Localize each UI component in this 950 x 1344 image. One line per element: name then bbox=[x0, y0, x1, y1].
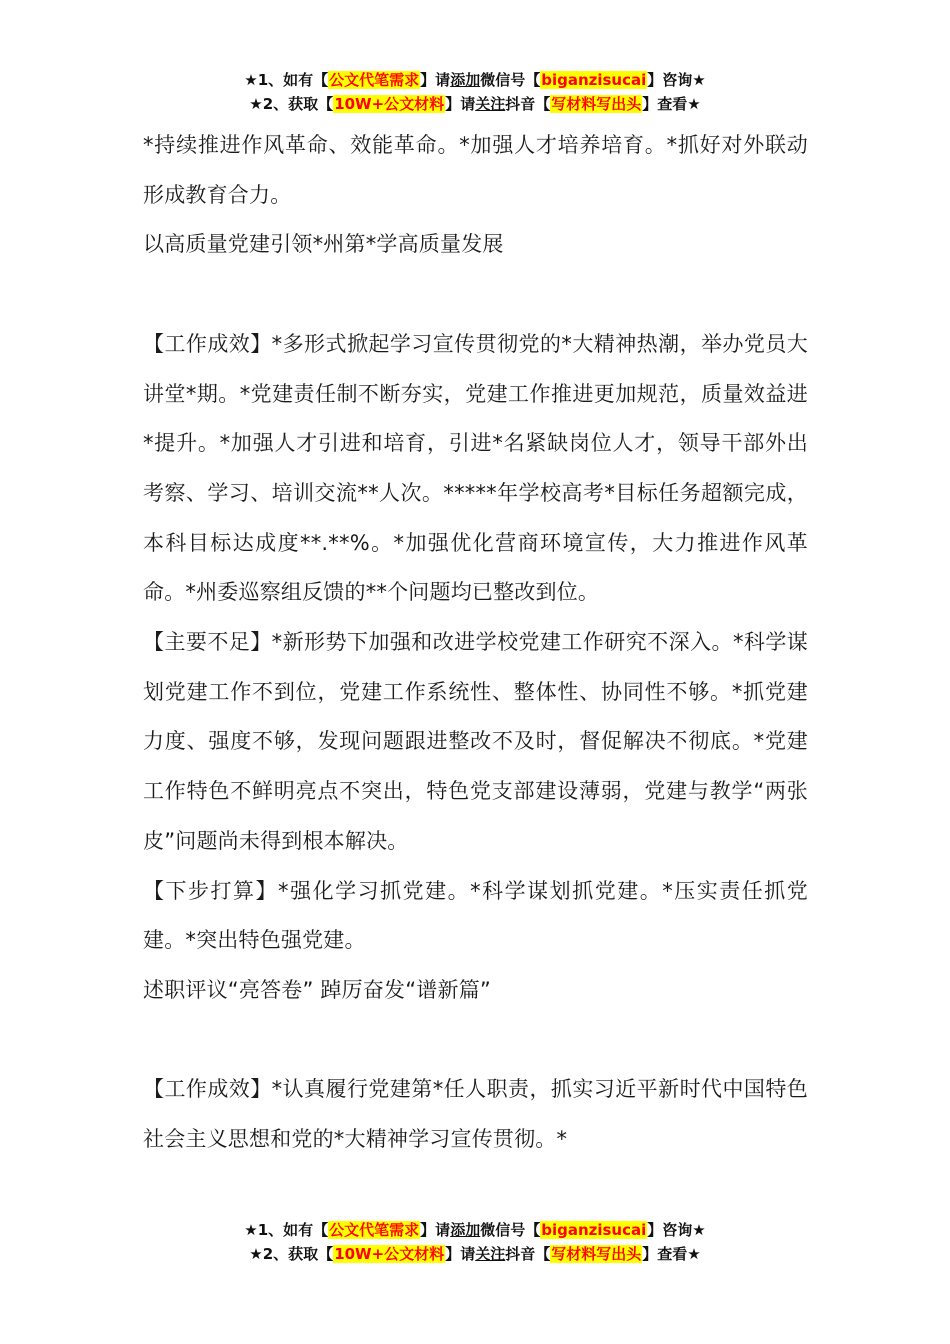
banner-text: 抖音【 bbox=[505, 1245, 551, 1263]
banner-highlight: biganzisucai bbox=[541, 71, 647, 89]
banner-text: ★1、如有【 bbox=[244, 71, 329, 89]
banner-line-2 bbox=[0, 1242, 950, 1266]
banner-text: 抖音【 bbox=[505, 95, 551, 113]
banner-text: 】查看★ bbox=[642, 95, 701, 113]
footer-banner bbox=[0, 1218, 950, 1266]
banner-highlight: 写材料写出头 bbox=[551, 1245, 642, 1263]
banner-emphasis: 添加 bbox=[450, 71, 481, 89]
section-heading: 以高质量党建引领*州第*学高质量发展 bbox=[143, 232, 504, 257]
paragraph-next-steps: 【下步打算】*强化学习抓党建。*科学谋划抓党建。*压实责任抓党建。*突出特色强党建。 bbox=[143, 878, 808, 953]
banner-emphasis: 关注 bbox=[475, 95, 506, 113]
banner-highlight: 写材料写出头 bbox=[551, 95, 642, 113]
document-body bbox=[143, 121, 808, 1165]
banner-highlight: 公文代笔需求 bbox=[329, 1221, 420, 1239]
paragraph: *持续推进作风革命、效能革命。*加强人才培养培育。*抓好对外联动形成教育合力。 bbox=[143, 133, 808, 207]
banner-line-1 bbox=[0, 1218, 950, 1242]
banner-text: 】咨询★ bbox=[647, 1221, 706, 1239]
banner-line-2 bbox=[0, 92, 950, 116]
paragraph-work-results: 【工作成效】*认真履行党建第*任人职责，抓实习近平新时代中国特色社会主义思想和党的*大精神学习宣传贯彻。* bbox=[143, 1077, 808, 1152]
banner-text: 】请 bbox=[445, 1245, 476, 1263]
banner-highlight: 10W+公文材料 bbox=[334, 95, 445, 113]
header-banner bbox=[0, 68, 950, 116]
banner-highlight: 公文代笔需求 bbox=[329, 71, 420, 89]
banner-text: 】请 bbox=[445, 95, 476, 113]
banner-highlight: 10W+公文材料 bbox=[334, 1245, 445, 1263]
paragraph-shortcomings: 【主要不足】*新形势下加强和改进学校党建工作研究不深入。*科学谋划党建工作不到位，党建工作系统性、整体性、协同性不够。*抓党建力度、强度不够，发现问题跟进整改不及时，督促解决不彻底。*党建工作特色不鲜明亮点不突出，特色党支部建设薄弱，党建与教学“两张皮”问题尚未得到根本解决。 bbox=[143, 630, 808, 853]
banner-emphasis: 关注 bbox=[475, 1245, 506, 1263]
banner-text: ★2、获取【 bbox=[249, 1245, 334, 1263]
banner-text: ★2、获取【 bbox=[249, 95, 334, 113]
paragraph-work-results: 【工作成效】*多形式掀起学习宣传贯彻党的*大精神热潮，举办党员大讲堂*期。*党建责任制不断夯实，党建工作推进更加规范，质量效益进*提升。*加强人才引进和培育，引进*名紧缺岗位人才，领导干部外出考察、学习、培训交流**人次。*****年学校高考*目标任务超额完成，本科目标达成度**.**%。*加强优化营商环境宣传，大力推进作风革命。*州委巡察组反馈的**个问题均已整改到位。 bbox=[143, 331, 808, 605]
banner-highlight: biganzisucai bbox=[541, 1221, 647, 1239]
banner-line-1 bbox=[0, 68, 950, 92]
banner-text: 微信号【 bbox=[480, 1221, 541, 1239]
banner-text: 】请 bbox=[420, 1221, 451, 1239]
banner-text: 】咨询★ bbox=[647, 71, 706, 89]
banner-text: 】查看★ bbox=[642, 1245, 701, 1263]
banner-text: 微信号【 bbox=[480, 71, 541, 89]
banner-text: ★1、如有【 bbox=[244, 1221, 329, 1239]
section-heading: 述职评议“亮答卷” 踔厉奋发“谱新篇” bbox=[143, 977, 491, 1002]
banner-text: 】请 bbox=[420, 71, 451, 89]
banner-emphasis: 添加 bbox=[450, 1221, 481, 1239]
